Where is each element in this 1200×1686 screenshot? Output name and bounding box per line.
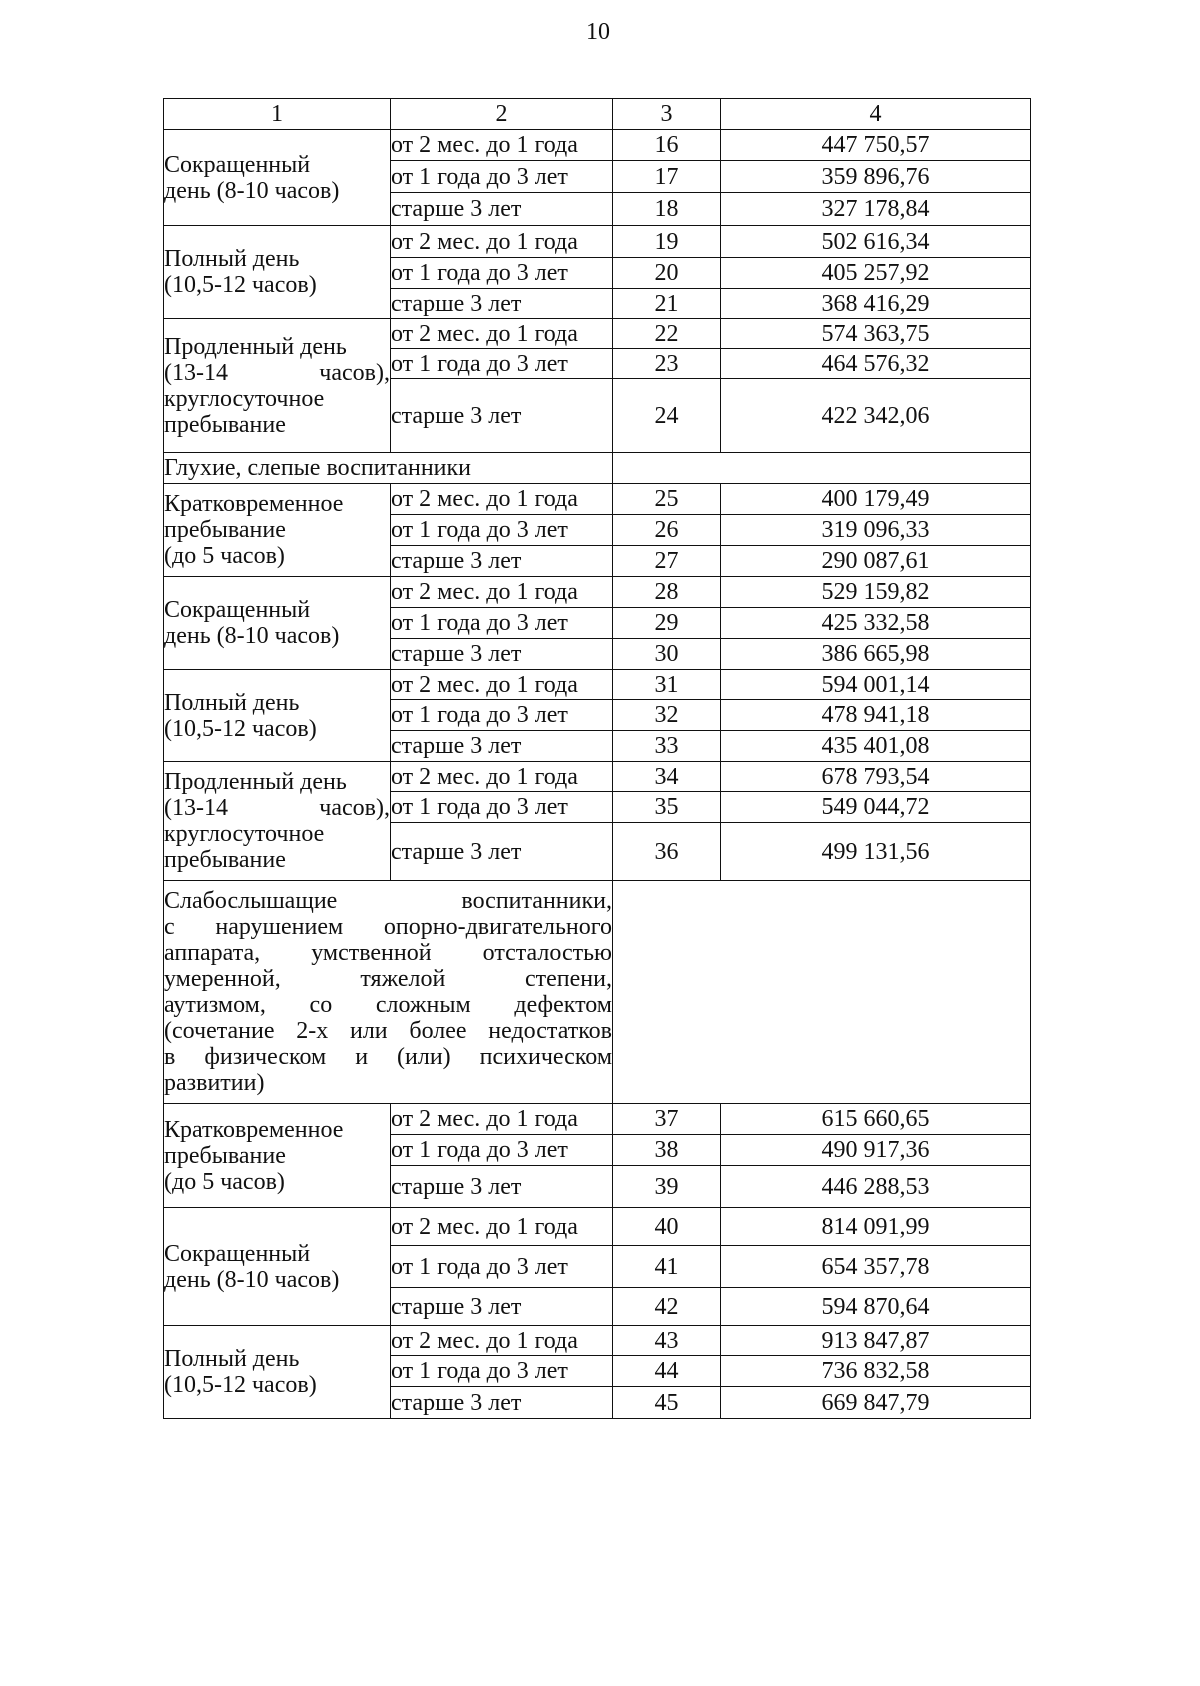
table-cell-number: 32: [613, 700, 721, 731]
section-line: умеренной, тяжелой степени,: [164, 966, 612, 992]
table-cell-number: 30: [613, 639, 721, 670]
table-cell-number: 24: [613, 379, 721, 453]
table-cell-amount: 654 357,78: [721, 1246, 1031, 1288]
table-cell-number: 27: [613, 546, 721, 577]
table-cell-age: старше 3 лет: [391, 1288, 613, 1326]
table-cell-amount: 368 416,29: [721, 289, 1031, 319]
table-cell-mode: [164, 319, 391, 453]
header-cell: 2: [391, 99, 613, 130]
table-cell-age: от 2 мес. до 1 года: [391, 226, 613, 258]
mode-label-line: Сокращенный: [164, 151, 311, 178]
table-cell-amount: 447 750,57: [721, 130, 1031, 161]
mode-label-line: (13-14 часов),: [164, 795, 390, 821]
table-cell-age: от 1 года до 3 лет: [391, 1135, 613, 1166]
table-row: [164, 762, 1031, 792]
table-cell-mode: [164, 130, 391, 226]
table-cell-number: 16: [613, 130, 721, 161]
section-line: Слабослышащие воспитанники,: [164, 888, 612, 914]
table-cell-amount: 422 342,06: [721, 379, 1031, 453]
section-line: (сочетание 2-х или более недостатков: [164, 1018, 612, 1044]
table-cell-age: от 1 года до 3 лет: [391, 1246, 613, 1288]
table-cell-amount: 446 288,53: [721, 1166, 1031, 1208]
table-row: [164, 319, 1031, 349]
mode-label-line: Полный день: [164, 246, 300, 272]
table-cell-number: 38: [613, 1135, 721, 1166]
table-cell-age: от 2 мес. до 1 года: [391, 130, 613, 161]
table-row: [164, 577, 1031, 608]
table-cell-mode: [164, 1326, 391, 1419]
table-cell-age: старше 3 лет: [391, 193, 613, 226]
table-row: [164, 1104, 1031, 1135]
mode-label-line: (13-14 часов),: [164, 359, 390, 386]
table-cell-amount: 359 896,76: [721, 161, 1031, 193]
table-cell-number: 40: [613, 1208, 721, 1246]
table-cell-age: от 2 мес. до 1 года: [391, 670, 613, 700]
mode-label-line: пребывание: [164, 1142, 286, 1169]
mode-label-line: (10,5-12 часов): [164, 272, 317, 298]
table-cell-amount: 319 096,33: [721, 515, 1031, 546]
header-cell: 3: [613, 99, 721, 130]
table-cell-age: старше 3 лет: [391, 546, 613, 577]
table-cell-amount: 435 401,08: [721, 731, 1031, 762]
table-cell-number: 25: [613, 484, 721, 515]
table-cell-age: старше 3 лет: [391, 823, 613, 881]
table-cell-amount: 386 665,98: [721, 639, 1031, 670]
table-cell-age: старше 3 лет: [391, 1387, 613, 1419]
table-cell-age: старше 3 лет: [391, 1166, 613, 1208]
mode-label-line: день (8-10 часов): [164, 1266, 340, 1293]
table-cell-number: 18: [613, 193, 721, 226]
header-cell: 1: [164, 99, 391, 130]
table-cell-age: от 2 мес. до 1 года: [391, 319, 613, 349]
table-cell-number: 23: [613, 349, 721, 379]
table-cell-number: 22: [613, 319, 721, 349]
table-header-row: [164, 99, 1031, 130]
tariff-table: [163, 98, 1031, 1419]
section-heading-cell: [164, 881, 613, 1104]
table-cell-age: от 1 года до 3 лет: [391, 515, 613, 546]
table-cell-age: старше 3 лет: [391, 731, 613, 762]
table-cell-amount: 594 001,14: [721, 670, 1031, 700]
mode-label-line: пребывание: [164, 847, 286, 873]
mode-label-line: Кратковременное: [164, 1116, 344, 1143]
table-section-row: [164, 453, 1031, 484]
mode-label-line: Продленный день: [164, 333, 347, 360]
mode-label-line: Продленный день: [164, 769, 347, 795]
table-cell-mode: [164, 762, 391, 881]
table-cell-age: от 1 года до 3 лет: [391, 608, 613, 639]
table-section-row: [164, 881, 1031, 1104]
table-cell-amount: 464 576,32: [721, 349, 1031, 379]
mode-label-line: Кратковременное: [164, 491, 344, 517]
table-cell-number: 39: [613, 1166, 721, 1208]
table-cell-mode: [164, 1208, 391, 1326]
table-cell-age: от 2 мес. до 1 года: [391, 577, 613, 608]
table-cell-number: 31: [613, 670, 721, 700]
table-cell-number: 19: [613, 226, 721, 258]
section-line: развитии): [164, 1070, 265, 1096]
section-line: в физическом и (или) психическом: [164, 1044, 612, 1070]
mode-label-line: день (8-10 часов): [164, 177, 340, 204]
table-cell-number: 41: [613, 1246, 721, 1288]
mode-label-line: Полный день: [164, 1346, 300, 1372]
table-cell-number: 42: [613, 1288, 721, 1326]
table-cell-amount: 502 616,34: [721, 226, 1031, 258]
table-cell-amount: 549 044,72: [721, 792, 1031, 823]
table-cell-number: 43: [613, 1326, 721, 1356]
table-row: [164, 484, 1031, 515]
table-cell-age: от 2 мес. до 1 года: [391, 1104, 613, 1135]
table-cell-number: 28: [613, 577, 721, 608]
table-cell-number: 29: [613, 608, 721, 639]
table-cell-mode: [164, 670, 391, 762]
table-cell-number: 44: [613, 1356, 721, 1387]
empty-cell: [613, 881, 1031, 1104]
table-cell-amount: 425 332,58: [721, 608, 1031, 639]
mode-label-line: пребывание: [164, 411, 286, 438]
table-cell-amount: 290 087,61: [721, 546, 1031, 577]
table-cell-amount: 490 917,36: [721, 1135, 1031, 1166]
table-cell-amount: 736 832,58: [721, 1356, 1031, 1387]
section-line: с нарушением опорно-двигательного: [164, 914, 612, 940]
table-cell-number: 34: [613, 762, 721, 792]
table-cell-age: от 2 мес. до 1 года: [391, 484, 613, 515]
table-cell-number: 36: [613, 823, 721, 881]
table-cell-mode: [164, 484, 391, 577]
mode-label-line: круглосуточное: [164, 385, 325, 412]
mode-label-line: пребывание: [164, 517, 286, 543]
table-cell-amount: 669 847,79: [721, 1387, 1031, 1419]
table-cell-age: от 1 года до 3 лет: [391, 349, 613, 379]
header-cell: 4: [721, 99, 1031, 130]
table-cell-amount: 400 179,49: [721, 484, 1031, 515]
table-cell-amount: 814 091,99: [721, 1208, 1031, 1246]
table-row: [164, 670, 1031, 700]
table-cell-mode: [164, 1104, 391, 1208]
section-line: аутизмом, со сложным дефектом: [164, 992, 612, 1018]
table-cell-age: от 1 года до 3 лет: [391, 1356, 613, 1387]
table-cell-mode: [164, 226, 391, 319]
page-number: 10: [586, 19, 610, 45]
table-cell-age: от 2 мес. до 1 года: [391, 762, 613, 792]
table-cell-number: 35: [613, 792, 721, 823]
table-cell-age: от 2 мес. до 1 года: [391, 1326, 613, 1356]
table-row: [164, 130, 1031, 161]
table-cell-age: от 2 мес. до 1 года: [391, 1208, 613, 1246]
table-cell-amount: 913 847,87: [721, 1326, 1031, 1356]
table-cell-amount: 574 363,75: [721, 319, 1031, 349]
table-row: [164, 1326, 1031, 1356]
section-line: Глухие, слепые воспитанники: [164, 455, 472, 481]
table-cell-amount: 529 159,82: [721, 577, 1031, 608]
mode-label-line: Полный день: [164, 689, 300, 716]
table-cell-amount: 594 870,64: [721, 1288, 1031, 1326]
mode-label-line: круглосуточное: [164, 821, 325, 847]
table-cell-age: от 1 года до 3 лет: [391, 700, 613, 731]
mode-label-line: (10,5-12 часов): [164, 1372, 317, 1398]
section-line: аппарата, умственной отсталостью: [164, 940, 612, 966]
table-cell-number: 17: [613, 161, 721, 193]
table-cell-mode: [164, 577, 391, 670]
table-cell-number: 45: [613, 1387, 721, 1419]
table-cell-amount: 478 941,18: [721, 700, 1031, 731]
table-row: [164, 1208, 1031, 1246]
table-cell-number: 33: [613, 731, 721, 762]
table-cell-number: 21: [613, 289, 721, 319]
mode-label-line: (до 5 часов): [164, 1168, 285, 1195]
mode-label-line: Сокращенный: [164, 597, 311, 623]
mode-label-line: (до 5 часов): [164, 543, 285, 569]
table-cell-amount: 678 793,54: [721, 762, 1031, 792]
table-cell-age: от 1 года до 3 лет: [391, 258, 613, 289]
table-row: [164, 226, 1031, 258]
table-cell-age: старше 3 лет: [391, 379, 613, 453]
table-cell-age: старше 3 лет: [391, 639, 613, 670]
mode-label-line: Сокращенный: [164, 1240, 311, 1267]
table-cell-age: от 1 года до 3 лет: [391, 161, 613, 193]
table-cell-number: 37: [613, 1104, 721, 1135]
table-cell-amount: 327 178,84: [721, 193, 1031, 226]
mode-label-line: (10,5-12 часов): [164, 715, 317, 742]
table-cell-amount: 499 131,56: [721, 823, 1031, 881]
mode-label-line: день (8-10 часов): [164, 623, 340, 649]
table-cell-number: 26: [613, 515, 721, 546]
table-cell-age: от 1 года до 3 лет: [391, 792, 613, 823]
table-cell-amount: 405 257,92: [721, 258, 1031, 289]
table-cell-number: 20: [613, 258, 721, 289]
table-cell-amount: 615 660,65: [721, 1104, 1031, 1135]
table-cell-age: старше 3 лет: [391, 289, 613, 319]
section-heading-cell: [164, 453, 613, 484]
empty-cell: [613, 453, 1031, 484]
